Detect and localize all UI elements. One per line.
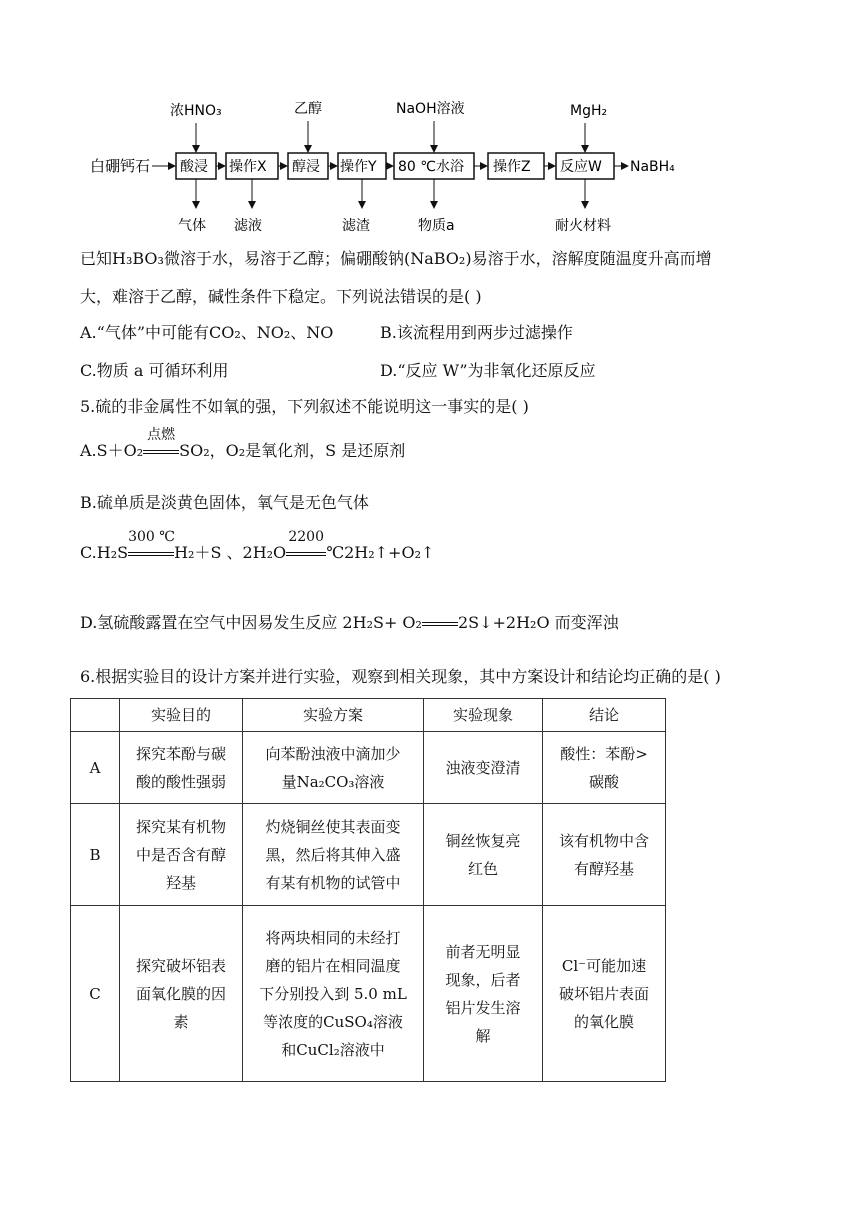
table-row (71, 804, 666, 906)
q4-option-b: B.该流程用到两步过滤操作 (380, 323, 573, 342)
flow-box-acid-label: 酸浸 (180, 159, 208, 175)
q5-d-suffix: 2S↓+2H₂O 而变浑浊 (457, 613, 619, 632)
header-phenomenon: 实验现象 (424, 699, 543, 732)
q4-option-a: A.“气体”中可能有CO₂、NO₂、NO (80, 323, 334, 342)
q5-c-condition-1: 300 ℃ (128, 529, 175, 545)
row-phenomenon: 前者无明显 现象，后者 铝片发生溶 解 (424, 906, 543, 1082)
row-label: C (71, 906, 120, 1082)
row-purpose: 探究某有机物 中是否含有醇 羟基 (120, 804, 243, 906)
flow-input-hno3: 浓HNO₃ (170, 103, 222, 119)
q5-c-condition-2: 2200 (288, 529, 324, 545)
q5-c-mid: H₂＋S 、2H₂O (174, 543, 287, 562)
flow-box-opx-label: 操作X (229, 159, 267, 175)
q5-option-b: B.硫单质是淡黄色固体，氧气是无色气体 (80, 493, 369, 512)
row-plan: 将两块相同的未经打 磨的铝片在相同温度 下分别投入到 5.0 mL 等浓度的CuSO₄溶液 和CuCl₂溶液中 (243, 906, 424, 1082)
flow-output-filtrate: 滤液 (234, 218, 262, 234)
flow-input-naoh: NaOH溶液 (396, 101, 465, 117)
q4-stem-line1: 已知H₃BO₃微溶于水，易溶于乙醇；偏硼酸钠(NaBO₂)易溶于水，溶解度随温度升高而增 (80, 249, 712, 268)
row-phenomenon: 铜丝恢复亮 红色 (424, 804, 543, 906)
q5-option-a (80, 427, 406, 462)
q5-option-d (80, 612, 619, 634)
row-label: A (71, 732, 120, 804)
row-conclusion: Cl⁻可能加速 破坏铝片表面 的氧化膜 (543, 906, 666, 1082)
row-phenomenon: 浊液变澄清 (424, 732, 543, 804)
row-label: B (71, 804, 120, 906)
table-header-row (71, 699, 666, 732)
table-row (71, 906, 666, 1082)
q5-c-prefix: C.H₂S (80, 543, 129, 562)
row-plan: 向苯酚浊液中滴加少 量Na₂CO₃溶液 (243, 732, 424, 804)
header-conclusion: 结论 (543, 699, 666, 732)
header-blank (71, 699, 120, 732)
flow-box-opz-label: 操作Z (493, 159, 531, 175)
q5-stem: 5.硫的非金属性不如氧的强，下列叙述不能说明这一事实的是( ) (80, 397, 529, 416)
flow-box-waterbath-label: 80 ℃水浴 (398, 159, 464, 175)
q5-a-suffix: SO₂，O₂是氧化剂，S 是还原剂 (179, 441, 406, 460)
flow-product: NaBH₄ (630, 159, 675, 175)
flow-output-substance-a: 物质a (418, 218, 455, 234)
table-row (71, 732, 666, 804)
q5-d-prefix: D.氢硫酸露置在空气中因易发生反应 2H₂S+ O₂ (80, 613, 422, 632)
q6-stem: 6.根据实验目的设计方案并进行实验，观察到相关现象，其中方案设计和结论均正确的是( ) (80, 667, 721, 686)
q4-option-c: C.物质 a 可循环利用 (80, 361, 229, 380)
row-plan: 灼烧铜丝使其表面变 黑，然后将其伸入盛 有某有机物的试管中 (243, 804, 424, 906)
header-purpose: 实验目的 (120, 699, 243, 732)
row-purpose: 探究破坏铝表 面氧化膜的因 素 (120, 906, 243, 1082)
q5-a-condition: 点燃 (147, 427, 176, 443)
process-flowchart (80, 95, 780, 240)
row-conclusion: 该有机物中含 有醇羟基 (543, 804, 666, 906)
q5-option-c (80, 529, 435, 564)
q4-stem-line2: 大，难溶于乙醇，碱性条件下稳定。下列说法错误的是( ) (80, 287, 482, 306)
flow-output-refractory: 耐火材料 (555, 218, 611, 234)
flow-box-alcohol-label: 醇浸 (292, 159, 320, 175)
flow-input-mgh2: MgH₂ (570, 103, 608, 119)
experiment-table (70, 698, 666, 1082)
flow-start: 白硼钙石 (90, 157, 151, 175)
q4-option-d: D.“反应 W”为非氧化还原反应 (380, 361, 596, 380)
flow-box-reactionw-label: 反应W (560, 159, 602, 175)
header-plan: 实验方案 (243, 699, 424, 732)
flow-output-gas: 气体 (178, 218, 206, 234)
q5-a-prefix: A.S＋O₂ (80, 441, 144, 460)
flow-input-ethanol: 乙醇 (294, 101, 322, 117)
flow-output-residue: 滤渣 (342, 218, 370, 234)
flow-box-opy-label: 操作Y (340, 159, 377, 175)
row-conclusion: 酸性：苯酚> 碳酸 (543, 732, 666, 804)
q5-c-suffix: ℃2H₂↑+O₂↑ (326, 543, 435, 562)
row-purpose: 探究苯酚与碳 酸的酸性强弱 (120, 732, 243, 804)
